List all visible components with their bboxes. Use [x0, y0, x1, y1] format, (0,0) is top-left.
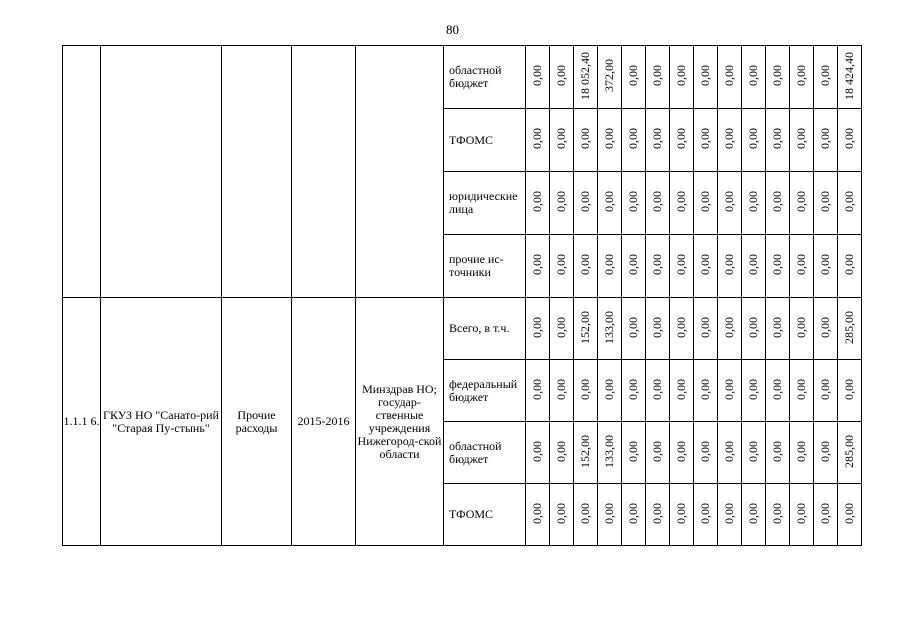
value-text: 0,00	[770, 316, 784, 338]
value-text: 0,00	[530, 378, 544, 400]
value-text: 0,00	[650, 378, 664, 400]
value-cell	[814, 360, 838, 422]
value-cell	[742, 235, 766, 298]
value-text: 0,00	[698, 191, 712, 212]
value-cell	[742, 298, 766, 360]
value-cell	[718, 298, 742, 360]
value-text: 0,00	[530, 502, 544, 524]
value-text: 0,00	[626, 254, 640, 275]
value-cell	[574, 46, 598, 109]
value-text: 0,00	[554, 440, 568, 462]
value-text: 0,00	[794, 128, 808, 149]
value-text: 0,00	[746, 254, 760, 275]
value-text: 0,00	[698, 440, 712, 462]
value-text: 0,00	[794, 254, 808, 275]
value-text: 0,00	[530, 440, 544, 462]
value-text: 0,00	[626, 65, 640, 86]
value-text: 0,00	[530, 316, 544, 338]
value-cell	[742, 360, 766, 422]
value-cell	[622, 172, 646, 235]
value-text: 0,00	[770, 128, 784, 149]
value-cell	[742, 46, 766, 109]
value-cell	[718, 109, 742, 172]
value-cell	[694, 422, 718, 484]
value-text: 0,00	[722, 191, 736, 212]
value-text: 0,00	[770, 378, 784, 400]
value-cell	[526, 172, 550, 235]
value-text: 0,00	[842, 191, 856, 212]
value-cell	[766, 235, 790, 298]
value-cell	[670, 172, 694, 235]
value-text: 0,00	[698, 65, 712, 86]
value-cell	[550, 235, 574, 298]
value-cell	[838, 46, 862, 109]
value-text: 0,00	[650, 440, 664, 462]
value-text: 0,00	[794, 65, 808, 86]
table-row	[63, 46, 862, 109]
value-text: 0,00	[818, 440, 832, 462]
value-text: 0,00	[674, 316, 688, 338]
value-text: 0,00	[698, 254, 712, 275]
value-text: 0,00	[818, 191, 832, 212]
value-text: 18 424,40	[842, 51, 856, 100]
value-text: 0,00	[842, 128, 856, 149]
value-text: 0,00	[746, 316, 760, 338]
value-cell	[790, 109, 814, 172]
value-text: 0,00	[794, 502, 808, 524]
value-cell	[838, 298, 862, 360]
value-cell	[574, 484, 598, 546]
value-text: 0,00	[770, 440, 784, 462]
value-text: 0,00	[770, 65, 784, 86]
value-text: 0,00	[794, 191, 808, 212]
value-cell	[622, 484, 646, 546]
funding-source-cell: Всего, в т.ч.	[444, 298, 526, 360]
value-cell	[814, 46, 838, 109]
value-text: 0,00	[746, 191, 760, 212]
value-cell	[622, 360, 646, 422]
value-text: 152,00	[578, 310, 592, 344]
value-text: 0,00	[842, 254, 856, 275]
value-cell	[694, 172, 718, 235]
value-cell	[742, 422, 766, 484]
value-text: 0,00	[554, 128, 568, 149]
value-cell	[718, 422, 742, 484]
value-cell	[550, 172, 574, 235]
value-text: 0,00	[650, 191, 664, 212]
value-text: 0,00	[722, 440, 736, 462]
funding-source-cell: юридические лица	[444, 172, 526, 235]
value-text: 0,00	[554, 191, 568, 212]
value-cell	[742, 172, 766, 235]
value-text: 0,00	[602, 191, 616, 212]
value-text: 0,00	[746, 378, 760, 400]
value-cell	[526, 360, 550, 422]
value-text: 0,00	[602, 378, 616, 400]
period-cell	[292, 46, 356, 298]
value-text: 0,00	[818, 128, 832, 149]
value-cell	[526, 422, 550, 484]
funding-source-cell: областной бюджет	[444, 46, 526, 109]
value-text: 0,00	[818, 65, 832, 86]
value-cell	[598, 422, 622, 484]
value-cell	[694, 360, 718, 422]
value-text: 0,00	[530, 65, 544, 86]
value-cell	[670, 484, 694, 546]
value-cell	[742, 484, 766, 546]
value-text: 0,00	[770, 502, 784, 524]
value-text: 18 052,40	[578, 51, 592, 100]
value-cell	[622, 298, 646, 360]
value-cell	[622, 422, 646, 484]
value-text: 0,00	[554, 316, 568, 338]
value-text: 0,00	[722, 65, 736, 86]
value-text: 0,00	[674, 440, 688, 462]
value-cell	[838, 360, 862, 422]
value-cell	[766, 360, 790, 422]
value-cell	[574, 109, 598, 172]
value-text: 0,00	[530, 191, 544, 212]
value-cell	[526, 298, 550, 360]
expense-type-cell: Прочие расходы	[222, 298, 292, 546]
row-index-cell	[63, 46, 101, 298]
value-cell	[718, 46, 742, 109]
value-cell	[814, 172, 838, 235]
value-cell	[766, 172, 790, 235]
value-cell	[790, 484, 814, 546]
executor-cell	[356, 46, 444, 298]
value-cell	[550, 46, 574, 109]
value-cell	[670, 235, 694, 298]
value-text: 0,00	[746, 65, 760, 86]
value-text: 0,00	[818, 316, 832, 338]
value-cell	[646, 298, 670, 360]
value-text: 0,00	[674, 254, 688, 275]
executor-cell: Минздрав НО; государ-ственные учреждения Нижегород-ской области	[356, 298, 444, 546]
value-text: 0,00	[602, 128, 616, 149]
value-cell	[670, 46, 694, 109]
value-cell	[766, 422, 790, 484]
value-cell	[670, 298, 694, 360]
table-row	[63, 298, 862, 360]
value-text: 0,00	[674, 502, 688, 524]
value-text: 0,00	[650, 65, 664, 86]
value-text: 285,00	[842, 310, 856, 344]
value-cell	[790, 172, 814, 235]
expense-type-cell	[222, 46, 292, 298]
value-text: 0,00	[722, 316, 736, 338]
budget-table	[62, 45, 862, 546]
value-cell	[550, 360, 574, 422]
value-cell	[646, 484, 670, 546]
value-text: 0,00	[770, 191, 784, 212]
funding-source-cell: областной бюджет	[444, 422, 526, 484]
value-text: 372,00	[602, 59, 616, 92]
value-cell	[550, 484, 574, 546]
value-cell	[766, 298, 790, 360]
value-text: 0,00	[650, 128, 664, 149]
value-text: 0,00	[842, 378, 856, 400]
value-text: 133,00	[602, 310, 616, 344]
value-text: 0,00	[554, 65, 568, 86]
value-cell	[766, 484, 790, 546]
value-cell	[790, 360, 814, 422]
value-cell	[718, 235, 742, 298]
value-text: 0,00	[650, 316, 664, 338]
value-text: 0,00	[746, 128, 760, 149]
value-text: 0,00	[818, 502, 832, 524]
value-text: 0,00	[626, 378, 640, 400]
value-cell	[646, 172, 670, 235]
value-text: 0,00	[626, 128, 640, 149]
value-cell	[790, 422, 814, 484]
value-text: 0,00	[698, 316, 712, 338]
value-cell	[526, 46, 550, 109]
value-cell	[526, 484, 550, 546]
value-text: 0,00	[578, 128, 592, 149]
value-cell	[598, 298, 622, 360]
value-cell	[742, 109, 766, 172]
value-cell	[694, 46, 718, 109]
value-cell	[550, 109, 574, 172]
value-cell	[670, 422, 694, 484]
value-text: 0,00	[698, 502, 712, 524]
value-cell	[718, 172, 742, 235]
period-cell: 2015-2016	[292, 298, 356, 546]
value-text: 0,00	[626, 502, 640, 524]
value-cell	[766, 109, 790, 172]
value-cell	[838, 422, 862, 484]
value-text: 0,00	[626, 316, 640, 338]
value-cell	[694, 484, 718, 546]
value-text: 0,00	[602, 502, 616, 524]
value-text: 0,00	[794, 316, 808, 338]
value-cell	[598, 172, 622, 235]
value-cell	[574, 172, 598, 235]
value-cell	[790, 46, 814, 109]
object-name-cell: ГКУЗ НО "Санато-рий "Старая Пу-стынь"	[101, 298, 222, 546]
value-text: 0,00	[746, 502, 760, 524]
value-cell	[694, 298, 718, 360]
value-cell	[790, 298, 814, 360]
value-cell	[718, 484, 742, 546]
value-text: 0,00	[722, 254, 736, 275]
funding-source-cell: ТФОМС	[444, 484, 526, 546]
value-text: 152,00	[578, 434, 592, 468]
value-cell	[574, 298, 598, 360]
value-text: 0,00	[650, 502, 664, 524]
value-text: 0,00	[842, 502, 856, 524]
value-cell	[550, 422, 574, 484]
funding-source-cell: ТФОМС	[444, 109, 526, 172]
value-cell	[622, 46, 646, 109]
value-cell	[838, 109, 862, 172]
value-cell	[694, 235, 718, 298]
value-cell	[598, 235, 622, 298]
value-text: 0,00	[554, 378, 568, 400]
value-cell	[814, 484, 838, 546]
value-cell	[814, 109, 838, 172]
value-cell	[622, 109, 646, 172]
value-text: 285,00	[842, 434, 856, 468]
value-cell	[574, 360, 598, 422]
value-cell	[646, 109, 670, 172]
funding-source-cell: федеральный бюджет	[444, 360, 526, 422]
value-cell	[670, 109, 694, 172]
value-cell	[598, 109, 622, 172]
value-cell	[838, 484, 862, 546]
value-cell	[646, 235, 670, 298]
value-text: 0,00	[674, 65, 688, 86]
page-number: 80	[446, 22, 459, 37]
value-text: 0,00	[554, 502, 568, 524]
row-index-cell: 1.1.1 6.	[63, 298, 101, 546]
value-text: 0,00	[698, 128, 712, 149]
value-cell	[838, 235, 862, 298]
value-text: 0,00	[722, 128, 736, 149]
value-cell	[574, 235, 598, 298]
value-text: 0,00	[578, 378, 592, 400]
value-text: 0,00	[602, 254, 616, 275]
value-cell	[598, 46, 622, 109]
value-text: 0,00	[698, 378, 712, 400]
value-text: 0,00	[650, 254, 664, 275]
value-text: 0,00	[770, 254, 784, 275]
value-cell	[814, 298, 838, 360]
value-text: 0,00	[794, 440, 808, 462]
value-cell	[646, 422, 670, 484]
value-cell	[670, 360, 694, 422]
value-cell	[718, 360, 742, 422]
funding-source-cell: прочие ис-точники	[444, 235, 526, 298]
value-cell	[598, 360, 622, 422]
value-text: 0,00	[722, 502, 736, 524]
value-cell	[814, 235, 838, 298]
value-cell	[622, 235, 646, 298]
value-cell	[814, 422, 838, 484]
value-text: 0,00	[626, 440, 640, 462]
value-cell	[526, 235, 550, 298]
value-text: 0,00	[722, 378, 736, 400]
value-text: 0,00	[818, 378, 832, 400]
value-text: 0,00	[530, 254, 544, 275]
value-text: 0,00	[674, 191, 688, 212]
value-text: 0,00	[626, 191, 640, 212]
value-text: 0,00	[818, 254, 832, 275]
value-cell	[838, 172, 862, 235]
value-text: 0,00	[794, 378, 808, 400]
value-cell	[766, 46, 790, 109]
value-text: 0,00	[674, 378, 688, 400]
value-text: 0,00	[530, 128, 544, 149]
value-text: 0,00	[578, 254, 592, 275]
value-text: 0,00	[578, 502, 592, 524]
value-cell	[550, 298, 574, 360]
value-text: 0,00	[674, 128, 688, 149]
value-text: 0,00	[578, 191, 592, 212]
value-cell	[646, 46, 670, 109]
value-text: 0,00	[554, 254, 568, 275]
value-cell	[790, 235, 814, 298]
value-cell	[694, 109, 718, 172]
value-cell	[574, 422, 598, 484]
value-text: 0,00	[746, 440, 760, 462]
object-name-cell	[101, 46, 222, 298]
value-cell	[646, 360, 670, 422]
value-text: 133,00	[602, 434, 616, 468]
value-cell	[598, 484, 622, 546]
value-cell	[526, 109, 550, 172]
